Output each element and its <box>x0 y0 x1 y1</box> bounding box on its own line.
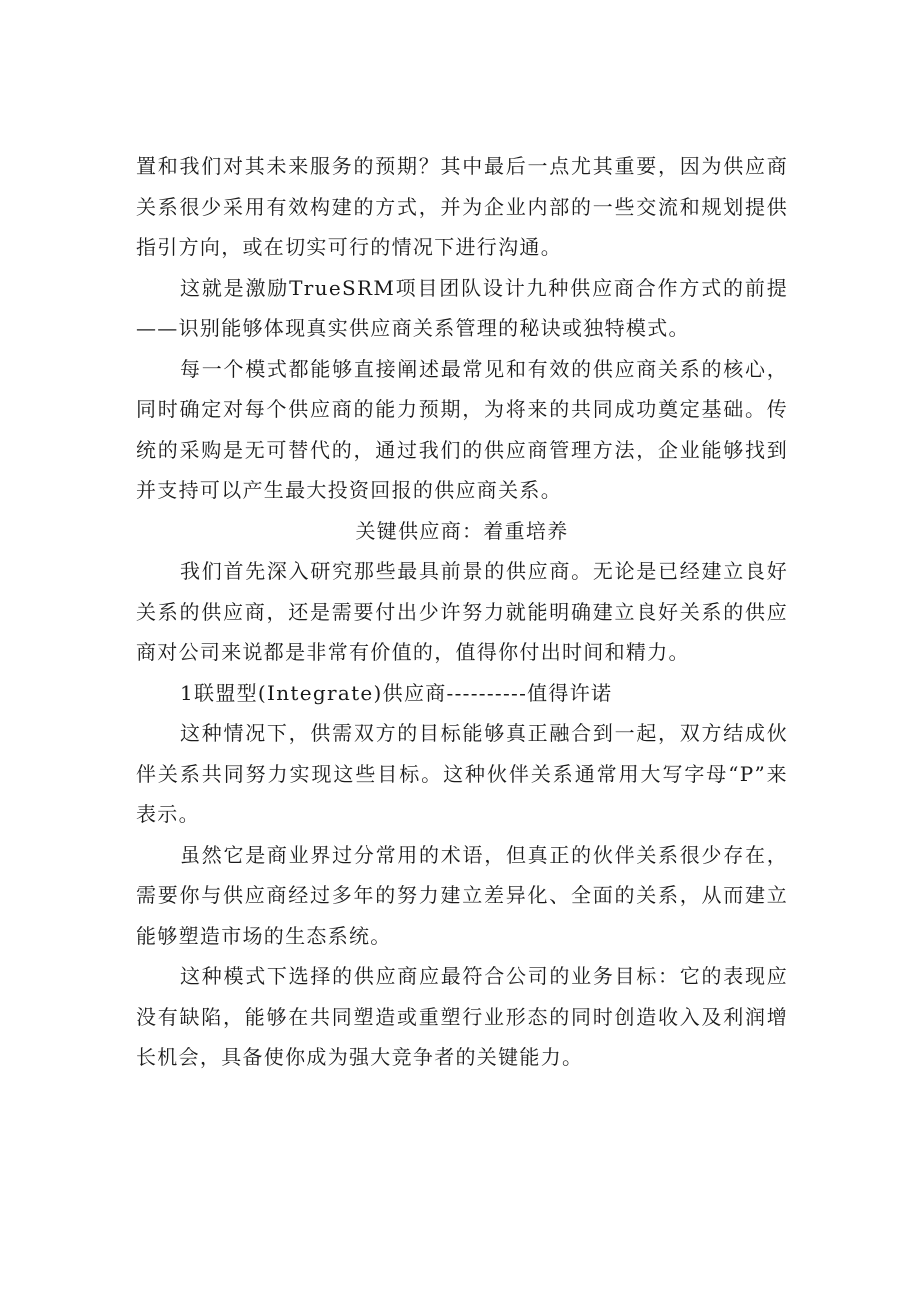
item-title: 1联盟型(Integrate)供应商----------值得许诺 <box>180 680 613 705</box>
body-text <box>136 146 788 1078</box>
paragraph: 每一个模式都能够直接阐述最常见和有效的供应商关系的核心，同时确定对每个供应商的能力预期，为将来的共同成功奠定基础。传统的采购是无可替代的，通过我们的供应商管理方法，企业能够找到并支持可以产生最大投资回报的供应商关系。 <box>136 356 788 502</box>
paragraph: 虽然它是商业界过分常用的术语，但真正的伙伴关系很少存在，需要你与供应商经过多年的努力建立差异化、全面的关系，从而建立能够塑造市场的生态系统。 <box>136 842 788 948</box>
paragraph: 这就是激励TrueSRM项目团队设计九种供应商合作方式的前提——识别能够体现真实供应商关系管理的秘诀或独特模式。 <box>136 275 788 340</box>
paragraph: 我们首先深入研究那些最具前景的供应商。无论是已经建立良好关系的供应商，还是需要付出少许努力就能明确建立良好关系的供应商对公司来说都是非常有价值的，值得你付出时间和精力。 <box>136 559 788 664</box>
paragraph: 这种模式下选择的供应商应最符合公司的业务目标：它的表现应没有缺陷，能够在共同塑造或重塑行业形态的同时创造收入及利润增长机会，具备使你成为强大竞争者的关键能力。 <box>136 964 788 1069</box>
paragraph: 这种情况下，供需双方的目标能够真正融合到一起，双方结成伙伴关系共同努力实现这些目标。这种伙伴关系通常用大写字母“P”来表示。 <box>136 721 788 826</box>
paragraph: 置和我们对其未来服务的预期？其中最后一点尤其重要，因为供应商关系很少采用有效构建的方式，并为企业内部的一些交流和规划提供指引方向，或在切实可行的情况下进行沟通。 <box>136 154 788 259</box>
section-heading: 关键供应商：着重培养 <box>355 518 569 543</box>
